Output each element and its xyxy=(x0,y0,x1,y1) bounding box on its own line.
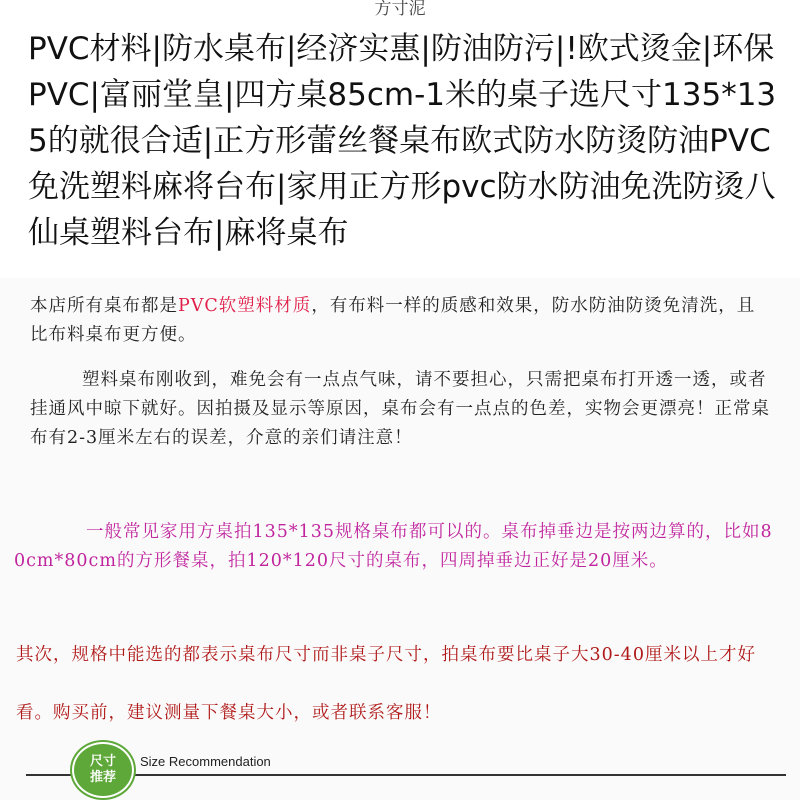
size-recommendation-bar xyxy=(26,740,786,800)
size-badge-icon xyxy=(72,742,134,798)
size-guide-note: 一般常见家用方桌拍135*135规格桌布都可以的。桌布掉垂边是按两边算的，比如80cm*80cm的方形餐桌，拍120*120尺寸的桌布，四周掉垂边正好是20厘米。 xyxy=(14,522,773,571)
material-note-rest: ，有布料一样的质感和效果，防水防油防烫免清洗，且比布料桌布更方便。 xyxy=(30,296,756,345)
product-title: PVC材料|防水桌布|经济实惠|防油防污|!欧式烫金|环保PVC|富丽堂皇|四方桌85cm-1米的桌子选尺寸135*135的就很合适|正方形蕾丝餐桌布欧式防水防烫防油PVC免洗塑料麻将台布|家用正方形pvc防水防油免洗防烫八仙桌塑料台布|麻将桌布 xyxy=(28,31,777,251)
size-recommendation-label: Size Recommendation xyxy=(140,754,271,769)
material-note-intro: 本店所有桌布都是 xyxy=(30,296,178,316)
material-note xyxy=(30,292,770,350)
divider-line xyxy=(26,774,786,776)
measure-note: 其次，规格中能选的都表示桌布尺寸而非桌子尺寸，拍桌布要比桌子大30-40厘米以上才好看。购买前，建议测量下餐桌大小，或者联系客服！ xyxy=(16,645,756,723)
store-label: 方寸泥 xyxy=(374,0,426,19)
odor-note: 塑料桌布刚收到，难免会有一点点气味，请不要担心，只需把桌布打开透一透，或者挂通风中晾下就好。因拍摄及显示等原因，桌布会有一点点的色差，实物会更漂亮！正常桌布有2-3厘米左右的误差，介意的亲们请注意！ xyxy=(30,370,770,448)
badge-line-1: 尺寸 xyxy=(89,754,116,769)
badge-line-2: 推荐 xyxy=(89,770,116,785)
material-highlight: PVC软塑料材质 xyxy=(178,296,312,316)
